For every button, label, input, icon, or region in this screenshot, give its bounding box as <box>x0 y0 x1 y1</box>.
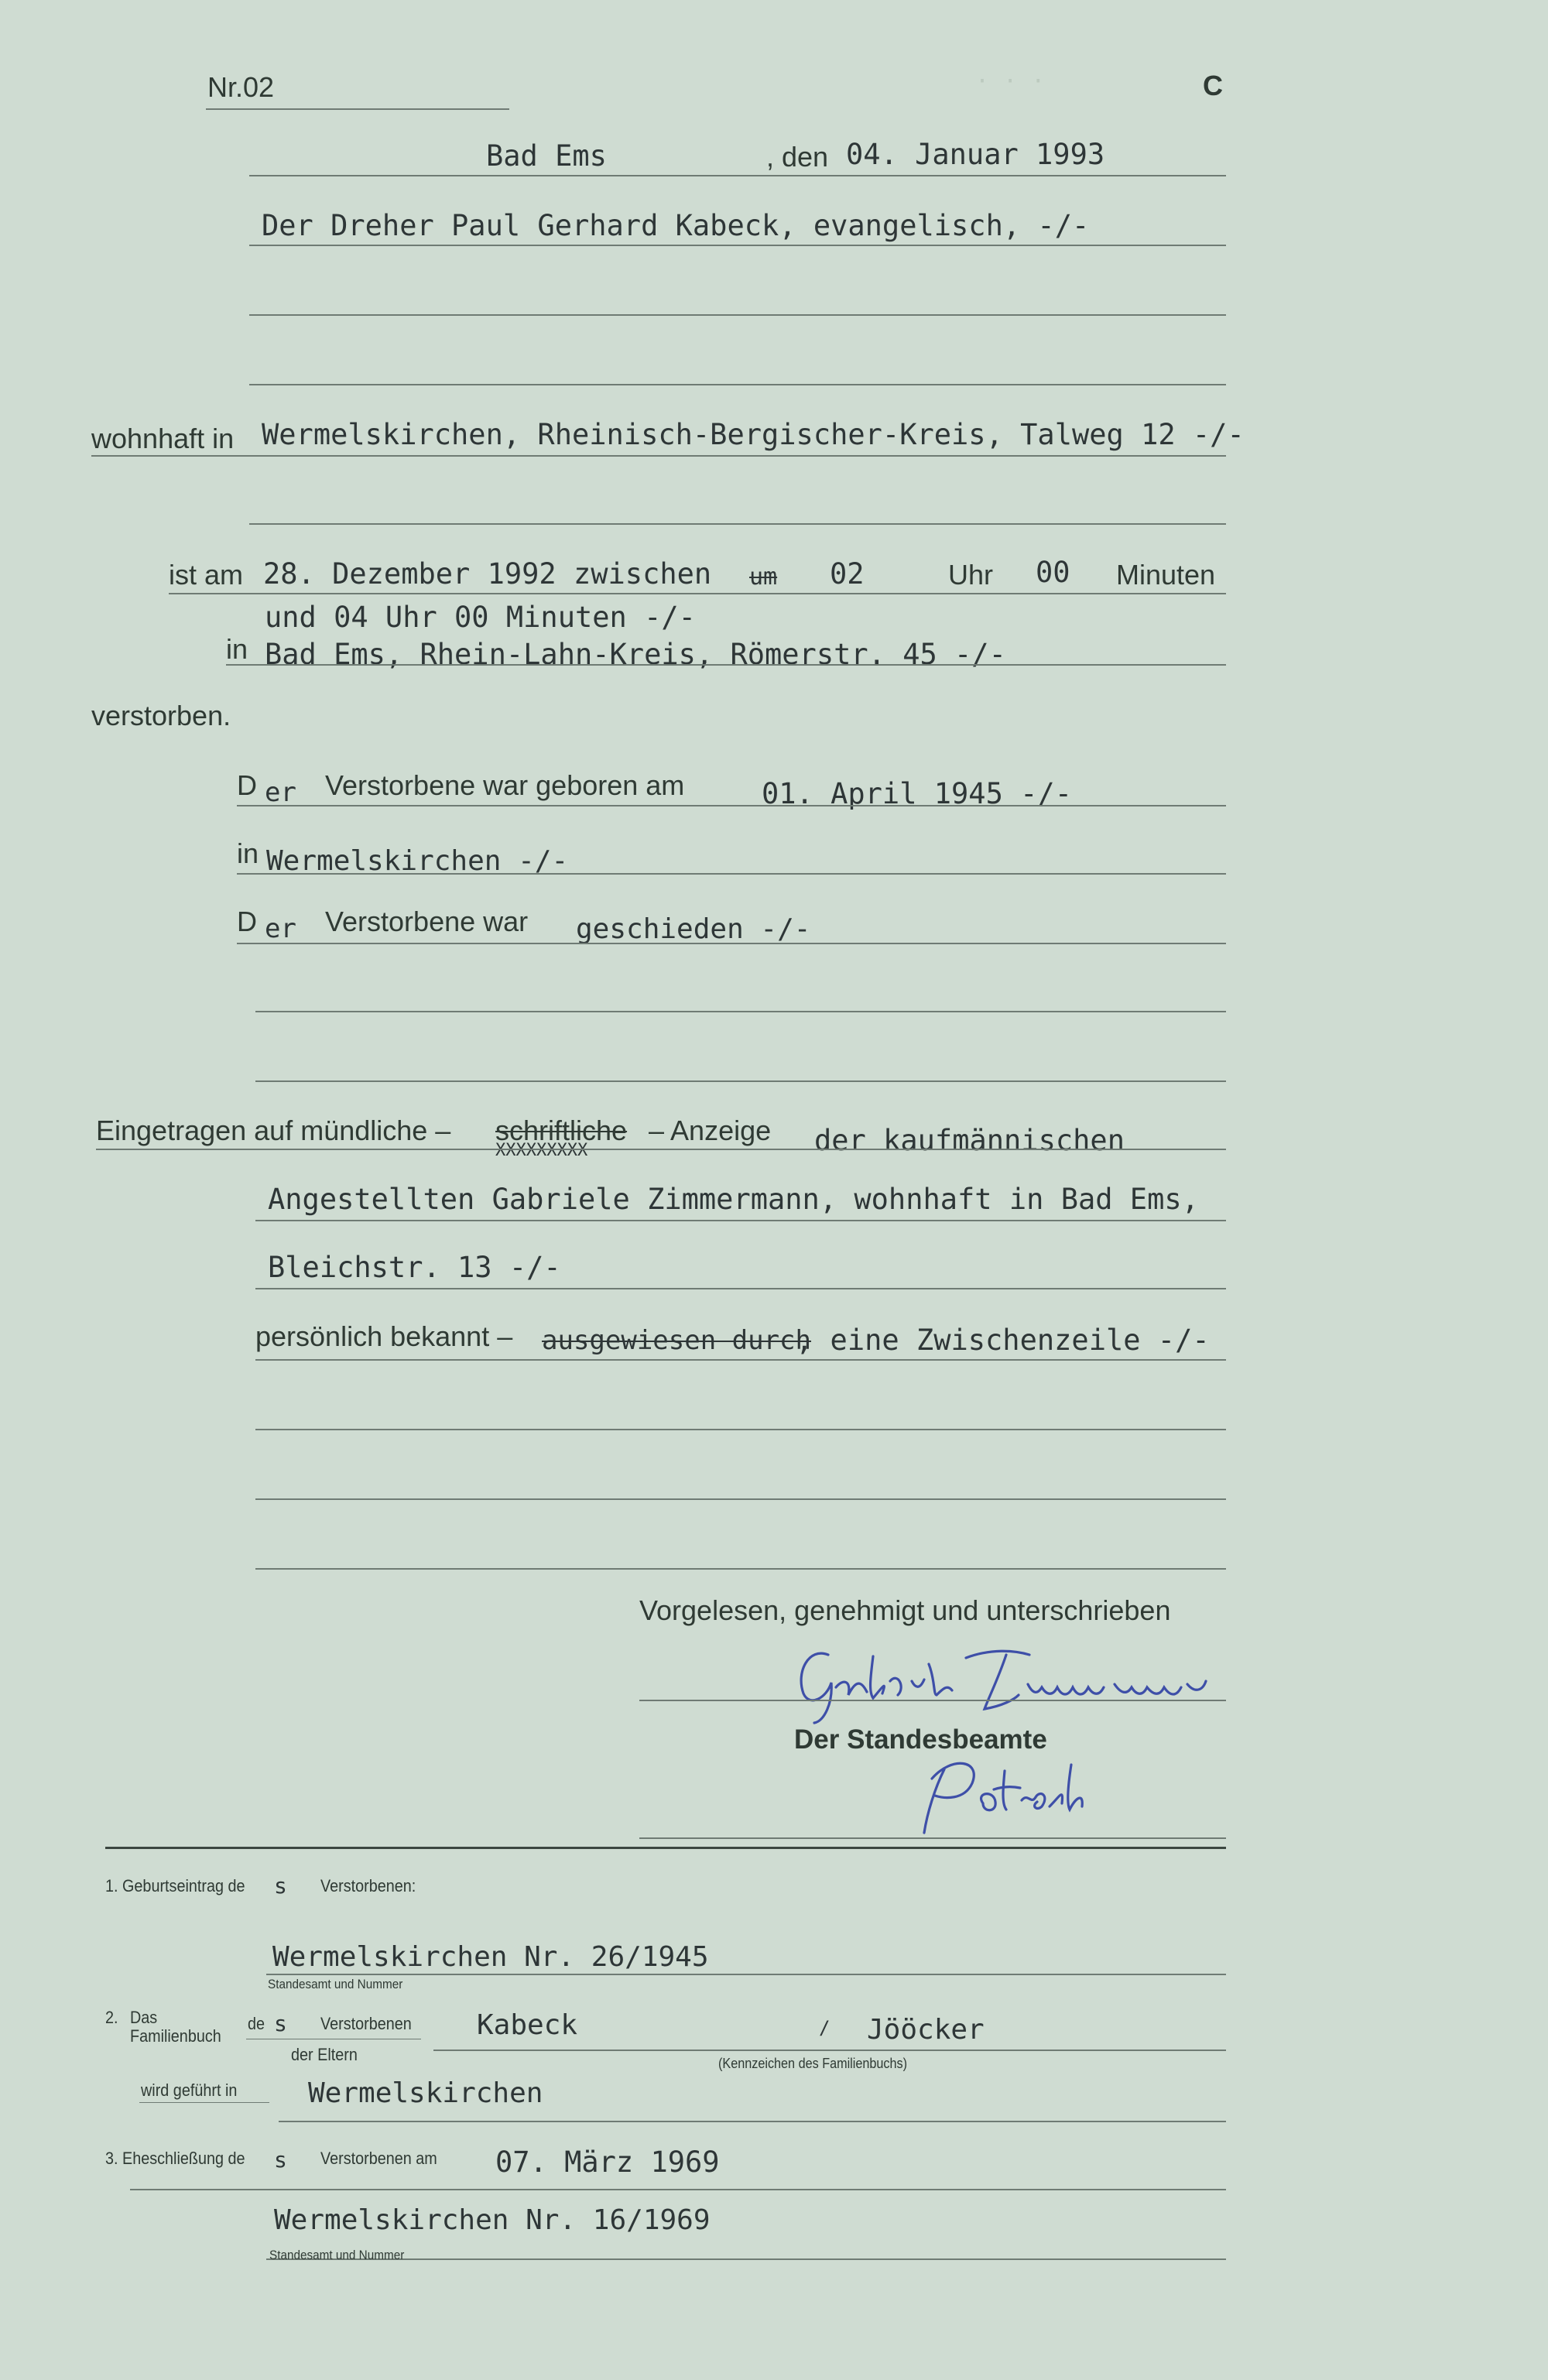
death-minutes: 00 <box>1036 556 1070 589</box>
family-name-1: Kabeck <box>477 2009 578 2041</box>
divider <box>96 1149 1226 1150</box>
divider <box>255 1011 1226 1012</box>
form-letter: C <box>1203 70 1223 101</box>
family-book-eltern: der Eltern <box>291 2045 358 2064</box>
marriage-s: s <box>274 2147 287 2173</box>
family-book-de: de <box>248 2014 265 2033</box>
marriage-label: 3. Eheschließung de <box>105 2149 245 2168</box>
family-kept-label: wird geführt in <box>141 2080 238 2100</box>
marital-status-value: geschieden -/- <box>576 913 811 945</box>
registration-label-end: – Anzeige <box>649 1115 772 1146</box>
death-date-value: 28. Dezember 1992 zwischen <box>263 557 712 591</box>
divider <box>91 455 1226 457</box>
divider <box>237 943 1226 944</box>
divider <box>255 1498 1226 1500</box>
divider <box>255 1220 1226 1221</box>
family-name-2: Jööcker <box>867 2014 985 2046</box>
divider <box>249 175 1226 176</box>
residence-label: wohnhaft in <box>91 423 235 454</box>
marriage-label-2: Verstorbenen am <box>320 2149 437 2168</box>
read-approved-label: Vorgelesen, genehmigt und unterschrieben <box>639 1594 1171 1626</box>
registration-xs: XXXXXXXXX <box>495 1141 588 1160</box>
family-book-caption: (Kennzeichen des Familienbuchs) <box>718 2056 908 2071</box>
informant-line-1: der kaufmännischen <box>814 1124 1125 1157</box>
divider <box>249 384 1226 385</box>
divider <box>139 2102 269 2103</box>
birth-place-value: Wermelskirchen -/- <box>266 845 569 877</box>
family-book-number: 2. <box>105 2008 118 2027</box>
birth-entry-s: s <box>274 1873 287 1899</box>
known-label: persönlich bekannt – <box>255 1320 513 1352</box>
article-suffix: er <box>265 913 296 944</box>
birth-label: Verstorbene war geboren am <box>325 769 685 801</box>
birth-entry-label-2: Verstorbenen: <box>320 1876 416 1895</box>
divider <box>255 1568 1226 1570</box>
birth-place-label: in <box>237 837 259 869</box>
marriage-date: 07. März 1969 <box>495 2145 720 2179</box>
deceased-label: verstorben. <box>91 700 231 731</box>
birth-entry-value: Wermelskirchen Nr. 26/1945 <box>272 1941 709 1973</box>
known-struck: ausgewiesen durch <box>542 1325 811 1356</box>
family-book-s: s <box>274 2011 287 2036</box>
residence-value: Wermelskirchen, Rheinisch-Bergischer-Kreis, Talweg 12 -/- <box>262 418 1245 451</box>
show-through-text: · · · <box>975 68 1046 95</box>
divider <box>255 1359 1226 1361</box>
article-d: D <box>237 769 257 801</box>
divider <box>279 2121 1226 2122</box>
section-divider <box>105 1847 1226 1849</box>
registration-struck-word: schriftliche <box>495 1115 628 1146</box>
birth-entry-caption: Standesamt und Nummer <box>268 1977 403 1991</box>
death-place-label: in <box>226 633 248 665</box>
divider <box>130 2189 1226 2190</box>
registrar-signature <box>898 1741 1099 1842</box>
deceased-description: Der Dreher Paul Gerhard Kabeck, evangelisch, -/- <box>262 209 1090 242</box>
informant-signature <box>782 1633 1231 1726</box>
divider <box>249 245 1226 246</box>
birth-entry-label: 1. Geburtseintrag de <box>105 1876 245 1895</box>
birth-date: 01. April 1945 -/- <box>762 777 1072 810</box>
death-place-value: Bad Ems, Rhein-Lahn-Kreis, Römerstr. 45 -/- <box>265 638 1006 671</box>
divider <box>237 873 1226 875</box>
article-d: D <box>237 906 257 937</box>
divider <box>639 1837 1226 1839</box>
minutes-label: Minuten <box>1116 559 1216 591</box>
family-book-das: Das <box>130 2008 158 2027</box>
divider <box>226 664 1226 666</box>
marriage-caption: Standesamt und Nummer <box>269 2248 405 2262</box>
registrar-label: Der Standesbeamte <box>794 1724 1047 1755</box>
article-suffix: er <box>265 777 296 808</box>
divider <box>255 1080 1226 1082</box>
divider <box>255 1429 1226 1430</box>
place-value: Bad Ems <box>486 139 607 173</box>
entry-number: Nr.02 <box>207 71 275 103</box>
marriage-value: Wermelskirchen Nr. 16/1969 <box>274 2204 711 2236</box>
registration-label-start: Eingetragen auf mündliche – <box>96 1115 451 1146</box>
divider <box>266 2258 1226 2260</box>
family-slash: / <box>819 2017 831 2039</box>
family-book-label: Familienbuch <box>130 2026 221 2046</box>
date-label: , den <box>766 141 829 173</box>
known-value: , eine Zwischenzeile -/- <box>796 1324 1210 1357</box>
date-value: 04. Januar 1993 <box>846 138 1105 171</box>
divider <box>169 593 1226 594</box>
informant-line-2: Angestellten Gabriele Zimmermann, wohnhaft in Bad Ems, <box>268 1183 1199 1216</box>
divider <box>237 805 1226 806</box>
divider <box>639 1700 1226 1701</box>
family-book-verst: Verstorbenen <box>320 2014 412 2033</box>
hour-label: Uhr <box>948 559 994 591</box>
divider <box>249 314 1226 316</box>
marital-status-label: Verstorbene war <box>325 906 529 937</box>
family-kept-value: Wermelskirchen <box>308 2077 543 2109</box>
divider <box>433 2050 1226 2051</box>
divider <box>206 108 509 110</box>
death-date-label: ist am <box>169 559 244 591</box>
informant-line-3: Bleichstr. 13 -/- <box>268 1251 561 1284</box>
struck-um: um <box>749 563 778 591</box>
divider <box>266 1974 1226 1975</box>
divider <box>249 523 1226 525</box>
divider <box>255 1288 1226 1289</box>
death-time-end: und 04 Uhr 00 Minuten -/- <box>265 601 696 634</box>
death-hour: 02 <box>830 557 865 591</box>
